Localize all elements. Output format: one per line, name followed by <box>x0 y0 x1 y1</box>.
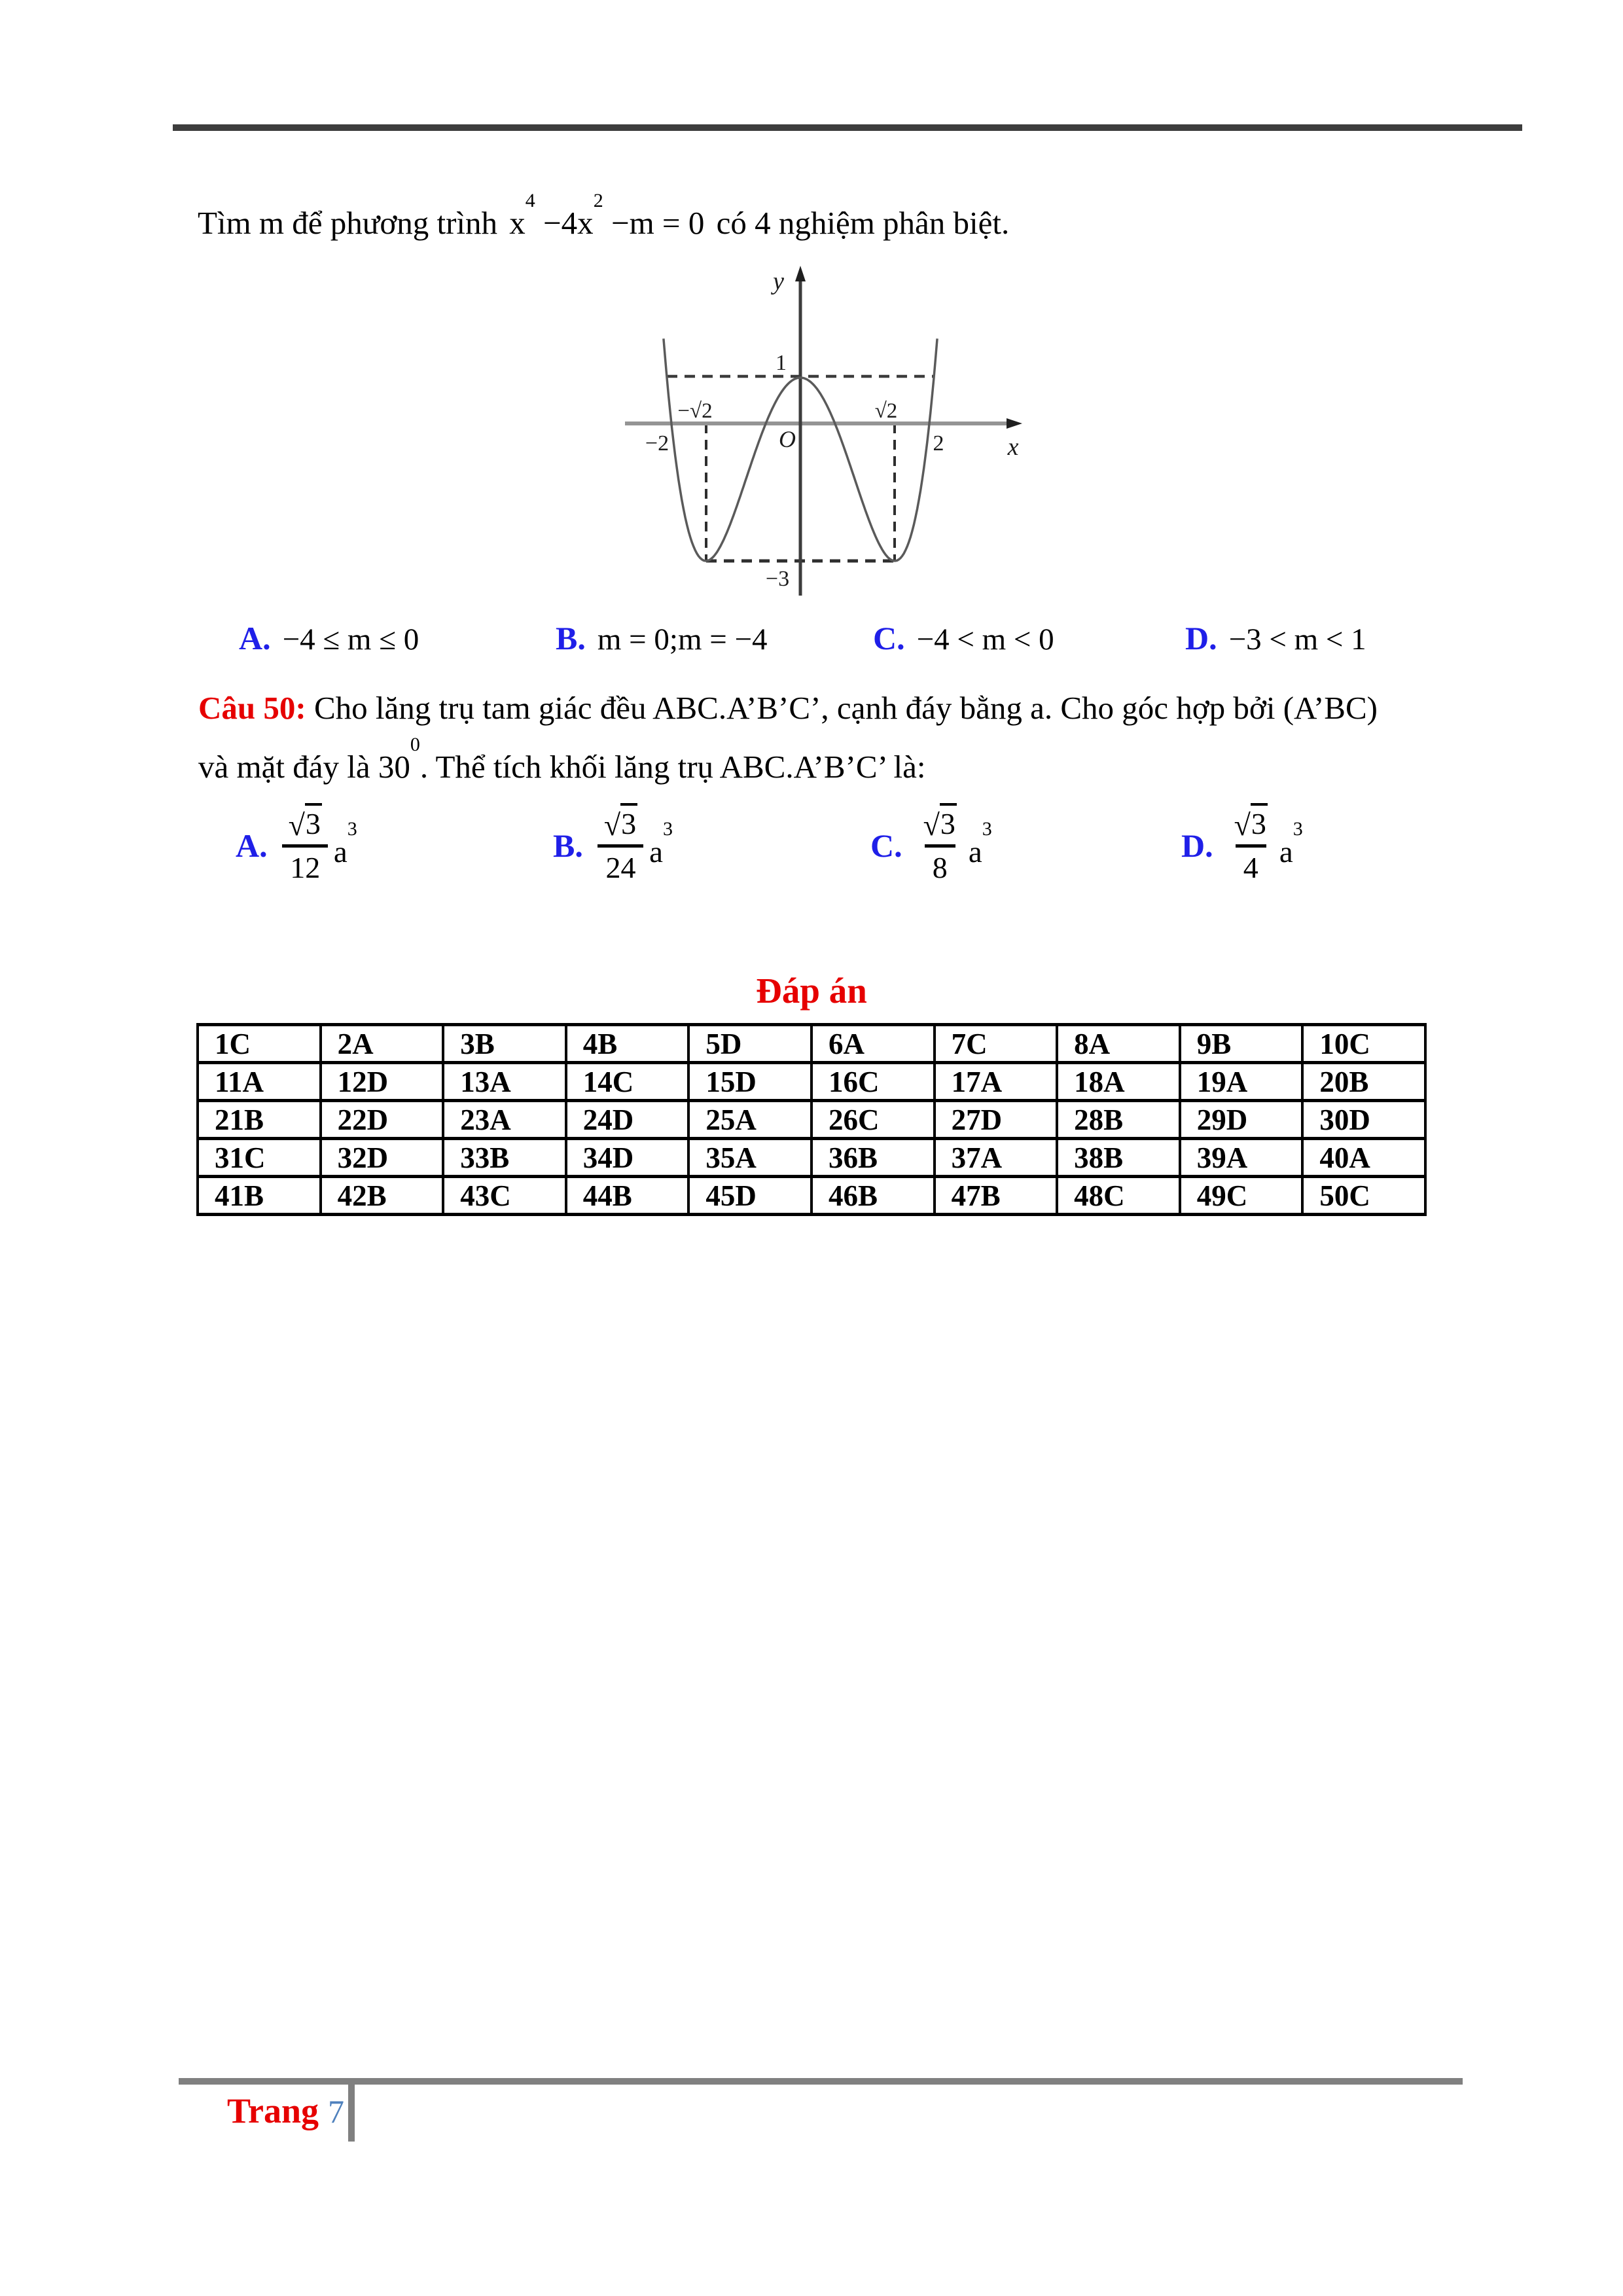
option-vol-d-label: D. <box>1181 827 1213 864</box>
answer-cell: 47B <box>935 1177 1058 1215</box>
fraction <box>282 808 329 884</box>
option-a-text: −4 ≤ m ≤ 0 <box>282 622 419 656</box>
answer-cell: 38B <box>1057 1139 1180 1177</box>
answer-cell: 46B <box>812 1177 935 1215</box>
answer-cell: 23A <box>443 1101 566 1139</box>
answer-cell: 14C <box>566 1063 689 1101</box>
options-row-m <box>0 619 1623 665</box>
variable-a-cubed: $a^3$ <box>649 818 673 869</box>
option-c-label: C. <box>873 620 905 656</box>
table-row <box>198 1101 1425 1139</box>
fraction-numerator: √3 <box>282 808 329 844</box>
question-50-text2-post: . Thể tích khối lăng trụ ABC.A’B’C’ là: <box>419 749 926 785</box>
answer-cell: 3B <box>443 1025 566 1063</box>
option-d <box>1185 619 1366 657</box>
answer-cell: 2A <box>321 1025 444 1063</box>
answer-cell: 26C <box>812 1101 935 1139</box>
answer-cell: 34D <box>566 1139 689 1177</box>
option-b-text: m = 0;m = −4 <box>597 622 768 656</box>
quartic-graph-figure <box>615 262 1047 635</box>
option-a-label: A. <box>239 620 271 656</box>
fraction <box>1228 808 1274 884</box>
fraction <box>917 808 963 884</box>
fraction <box>597 808 644 884</box>
x-axis-label: x <box>1007 433 1019 461</box>
question-find-m <box>198 189 1010 242</box>
answer-cell: 11A <box>198 1063 321 1101</box>
tick-label-neg3: −3 <box>765 567 790 591</box>
answer-cell: 22D <box>321 1101 444 1139</box>
answer-cell: 18A <box>1057 1063 1180 1101</box>
page-footer <box>227 2090 344 2131</box>
question-50-line2 <box>198 733 926 785</box>
fraction-numerator: √3 <box>1228 808 1274 844</box>
table-row <box>198 1177 1425 1215</box>
answer-cell: 35A <box>688 1139 812 1177</box>
table-row <box>198 1063 1425 1101</box>
answer-cell: 28B <box>1057 1101 1180 1139</box>
answer-cell: 39A <box>1180 1139 1303 1177</box>
variable-a-cubed: $a^3$ <box>1279 818 1303 869</box>
exponent-4: 4 <box>525 189 535 211</box>
answer-cell: 29D <box>1180 1101 1303 1139</box>
fraction-denominator: 4 <box>1236 844 1266 884</box>
answer-cell: 43C <box>443 1177 566 1215</box>
options-row-volume <box>0 800 1623 895</box>
option-d-label: D. <box>1185 620 1217 656</box>
answer-cell: 32D <box>321 1139 444 1177</box>
answer-cell: 13A <box>443 1063 566 1101</box>
variable-a-cubed: $a^3$ <box>968 818 992 869</box>
answer-cell: 9B <box>1180 1025 1303 1063</box>
answer-cell: 4B <box>566 1025 689 1063</box>
answer-cell: 25A <box>688 1101 812 1139</box>
answer-cell: 41B <box>198 1177 321 1215</box>
option-vol-a-label: A. <box>236 827 268 864</box>
answer-key-heading: Đáp án <box>756 971 867 1011</box>
footer-rule <box>179 2078 1463 2085</box>
fraction-numerator: √3 <box>597 808 644 844</box>
option-b-label: B. <box>556 620 586 656</box>
question-50-text2-pre: và mặt đáy là 30 <box>198 749 410 785</box>
answer-cell: 27D <box>935 1101 1058 1139</box>
answer-cell: 37A <box>935 1139 1058 1177</box>
option-c-text: −4 < m < 0 <box>916 622 1054 656</box>
x-axis-arrow-icon <box>1007 418 1022 429</box>
option-vol-d <box>1181 800 1303 891</box>
answer-cell: 21B <box>198 1101 321 1139</box>
answer-cell: 42B <box>321 1177 444 1215</box>
option-d-text: −3 < m < 1 <box>1228 622 1366 656</box>
answer-cell: 19A <box>1180 1063 1303 1101</box>
table-row <box>198 1025 1425 1063</box>
question-suffix: có 4 nghiệm phân biệt. <box>716 205 1010 241</box>
option-b <box>556 619 768 657</box>
origin-label: O <box>779 426 796 452</box>
answer-cell: 50C <box>1302 1177 1425 1215</box>
question-prefix: Tìm m để phương trình <box>198 205 506 241</box>
answer-cell: 33B <box>443 1139 566 1177</box>
answer-cell: 12D <box>321 1063 444 1101</box>
option-a <box>239 619 419 657</box>
tick-label-1: 1 <box>776 351 787 375</box>
y-axis-label: y <box>773 268 784 295</box>
answer-cell: 44B <box>566 1177 689 1215</box>
answer-cell: 20B <box>1302 1063 1425 1101</box>
page-number: 7 <box>328 2093 345 2130</box>
option-vol-c <box>870 800 992 891</box>
answer-key-table <box>196 1023 1427 1216</box>
degree-superscript: 0 <box>410 733 420 755</box>
y-axis-arrow-icon <box>795 266 806 281</box>
option-vol-c-label: C. <box>870 827 902 864</box>
answer-cell: 49C <box>1180 1177 1303 1215</box>
fraction-denominator: 12 <box>282 844 328 884</box>
answer-cell: 8A <box>1057 1025 1180 1063</box>
option-c <box>873 619 1054 657</box>
fraction-denominator: 24 <box>597 844 643 884</box>
exponent-2: 2 <box>593 189 603 211</box>
question-50-text1: Cho lăng trụ tam giác đều ABC.A’B’C’, cạnh đáy bằng a. Cho góc hợp bởi (A’BC) <box>306 690 1378 726</box>
answer-cell: 45D <box>688 1177 812 1215</box>
answer-cell: 48C <box>1057 1177 1180 1215</box>
option-vol-b-label: B. <box>553 827 583 864</box>
option-vol-b <box>553 800 673 891</box>
answer-cell: 10C <box>1302 1025 1425 1063</box>
fraction-numerator: √3 <box>917 808 963 844</box>
tick-label-pos-sqrt2: √2 <box>874 399 898 423</box>
answer-cell: 36B <box>812 1139 935 1177</box>
answer-cell: 6A <box>812 1025 935 1063</box>
tick-label-2: 2 <box>933 431 944 456</box>
answer-cell: 16C <box>812 1063 935 1101</box>
answer-cell: 15D <box>688 1063 812 1101</box>
answer-cell: 17A <box>935 1063 1058 1101</box>
tick-label-neg-sqrt2: −√2 <box>677 399 713 423</box>
header-rule <box>173 124 1522 131</box>
tick-label-neg2: −2 <box>645 431 669 456</box>
question-50-number: Câu 50: <box>198 690 306 726</box>
equation: $x^4 -4x^2 -m = 0$ <box>509 189 713 241</box>
answer-cell: 31C <box>198 1139 321 1177</box>
answer-cell: 40A <box>1302 1139 1425 1177</box>
answer-cell: 24D <box>566 1101 689 1139</box>
answer-cell: 1C <box>198 1025 321 1063</box>
question-50-line1 <box>198 689 1378 726</box>
variable-a-cubed: $a^3$ <box>333 818 357 869</box>
option-vol-a <box>236 800 357 891</box>
table-row <box>198 1139 1425 1177</box>
footer-divider <box>348 2078 355 2142</box>
answer-cell: 7C <box>935 1025 1058 1063</box>
answer-cell: 30D <box>1302 1101 1425 1139</box>
answer-cell: 5D <box>688 1025 812 1063</box>
fraction-denominator: 8 <box>925 844 955 884</box>
page-label: Trang <box>227 2091 319 2130</box>
